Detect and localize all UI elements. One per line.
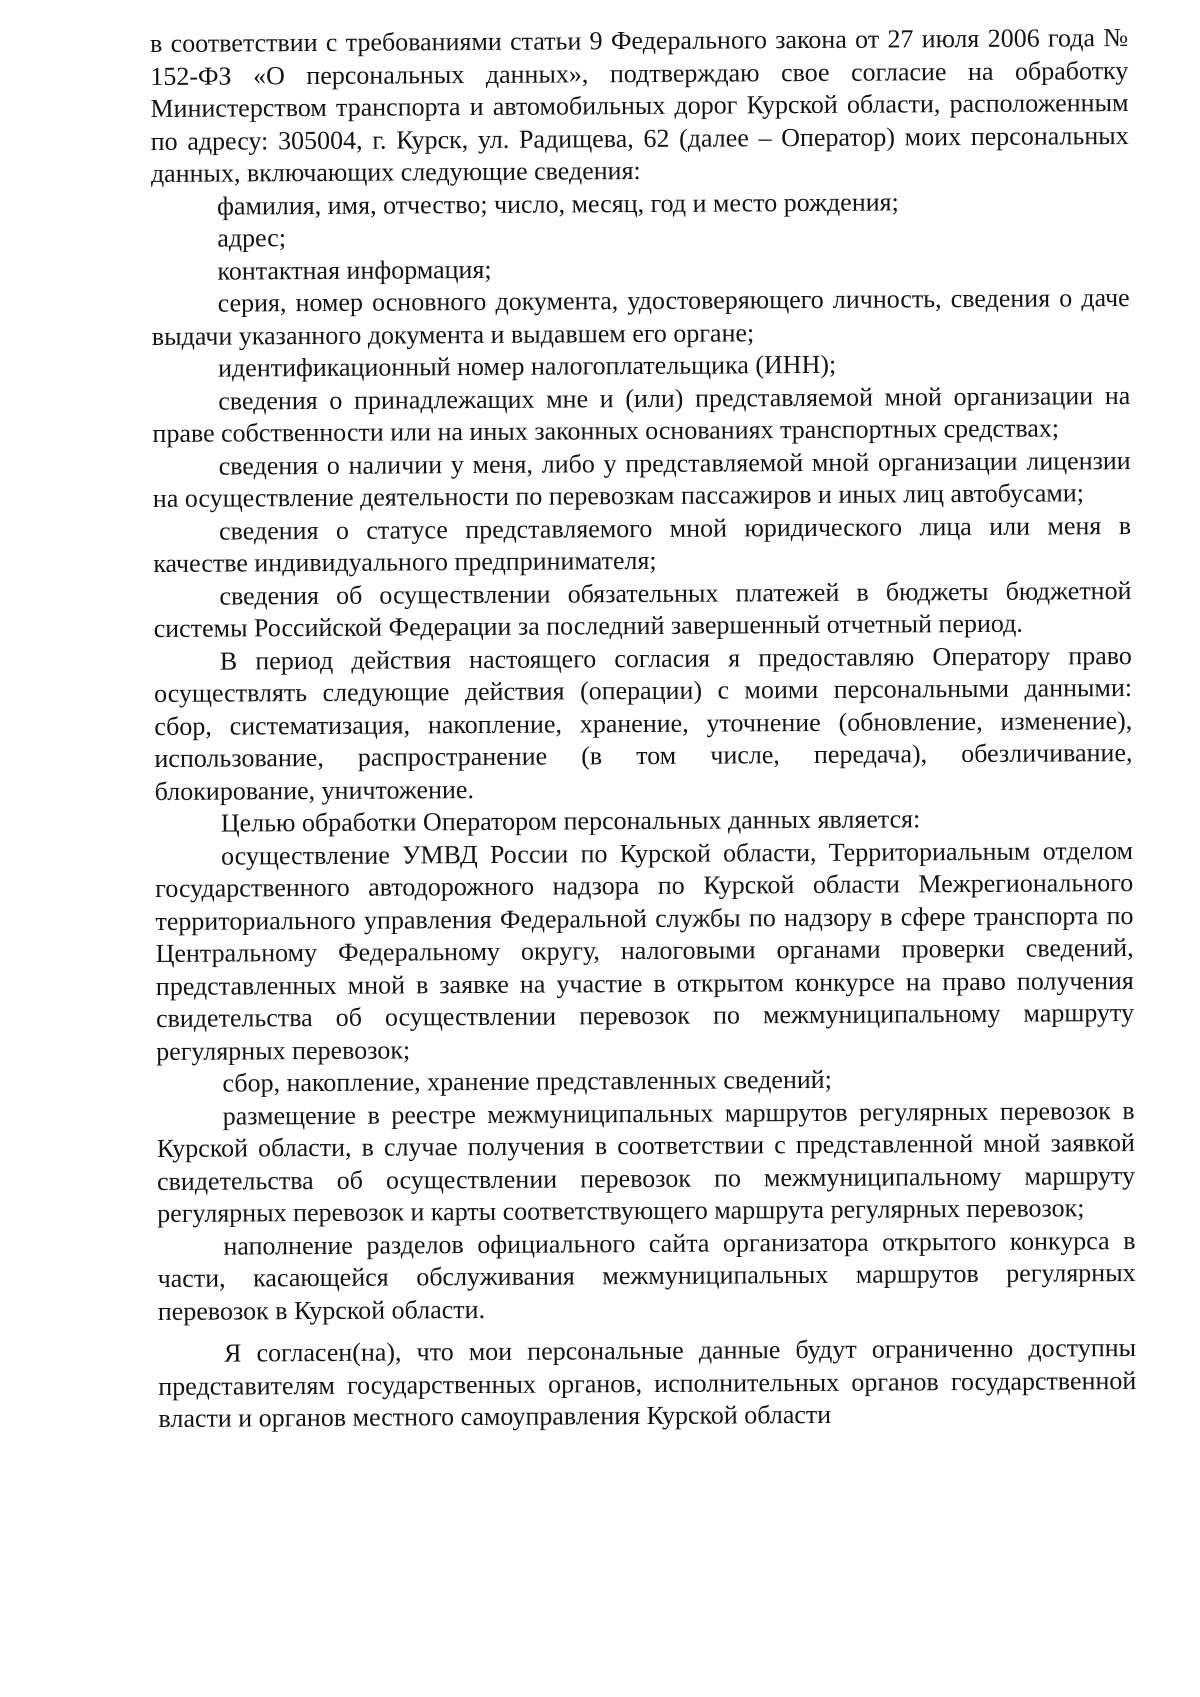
purpose-website: наполнение разделов официального сайта организатора открытого конкурса в части, касающейся обслуживания межмуниципальных маршрутов регулярных перевозок в Курской области. bbox=[157, 1225, 1136, 1326]
document-page bbox=[150, 22, 1138, 1668]
purpose-registry: размещение в реестре межмуниципальных маршрутов регулярных перевозок в Курской области, в случае получения в соответствии с представленной мной заявкой свидетельства об осуществлении перевозок по межмуниципальному маршруту регулярных перевозок и карты соответствующего маршрута регулярных перевозок; bbox=[156, 1095, 1136, 1228]
list-item-full-name: фамилия, имя, отчество; число, месяц, год и место рождения; bbox=[216, 186, 899, 221]
list-item-address: адрес; bbox=[217, 223, 287, 253]
list-item-legal-status: сведения о статусе представляемого мной юридического лица или меня в качестве индивидуального предпринимателя; bbox=[153, 510, 1132, 578]
list-item-inn: идентификационный номер налогоплательщика (ИНН); bbox=[217, 349, 837, 383]
list-item-payments: сведения об осуществлении обязательных платежей в бюджеты бюджетной системы Российской Федерации за последний завершенный отчетный период. bbox=[153, 575, 1132, 643]
list-item-vehicles: сведения о принадлежащих мне и (или) представляемой мной организации на праве собственности или на иных законных основаниях транспортных средствах; bbox=[152, 380, 1131, 448]
list-item-identity-document: серия, номер основного документа, удостоверяющего личность, сведения о даче выдачи указанного документа и выдавшем его органе; bbox=[151, 283, 1130, 351]
consent-paragraph: Я согласен(на), что мои персональные данные будут ограниченно доступны представителям государственных органов, исполнительных органов государственной власти и органов местного самоуправления Курской области bbox=[158, 1333, 1137, 1433]
purpose-heading: Целью обработки Оператором персональных данных является: bbox=[220, 804, 921, 838]
purpose-verification: осуществление УМВД России по Курской области, Территориальным отделом государственного автодорожного надзора по Курской области Межрегионального территориального управления Федеральной службы по надзору в сфере транспорта по Центральному Федеральному округу, налоговыми органами проверки сведений, представленных мной в заявке на участие в открытом конкурсе на право получения свидетельства об осуществлении перевозок по межмуниципальному маршруту регулярных перевозок; bbox=[155, 835, 1135, 1066]
purpose-storage: сбор, накопление, хранение представленных сведений; bbox=[222, 1064, 832, 1098]
list-item-license: сведения о наличии у меня, либо у представляемой мной организации лицензии на осуществление деятельности по перевозкам пассажиров и иных лиц автобусами; bbox=[152, 445, 1131, 513]
list-item-contact: контактная информация; bbox=[217, 254, 492, 286]
operations-paragraph: В период действия настоящего согласия я предоставляю Оператору право осуществлять следующие действия (операции) с моими персональными данными: сбор, систематизация, накопление, хранение, уточнение (обновление, изменение), использование, распространение (в том числе, передача), обезличивание, блокирование, уничтожение. bbox=[153, 640, 1133, 806]
intro-paragraph: в соответствии с требованиями статьи 9 Федерального закона от 27 июля 2006 года № 152-ФЗ «О персональных данных», подтверждаю свое согласие на обработку Министерством транспорта и автомобильных дорог Курской области, расположенным по адресу: 305004, г. Курск, ул. Радищева, 62 (далее – Оператор) моих персональных данных, включающих следующие сведения: bbox=[150, 23, 1129, 188]
